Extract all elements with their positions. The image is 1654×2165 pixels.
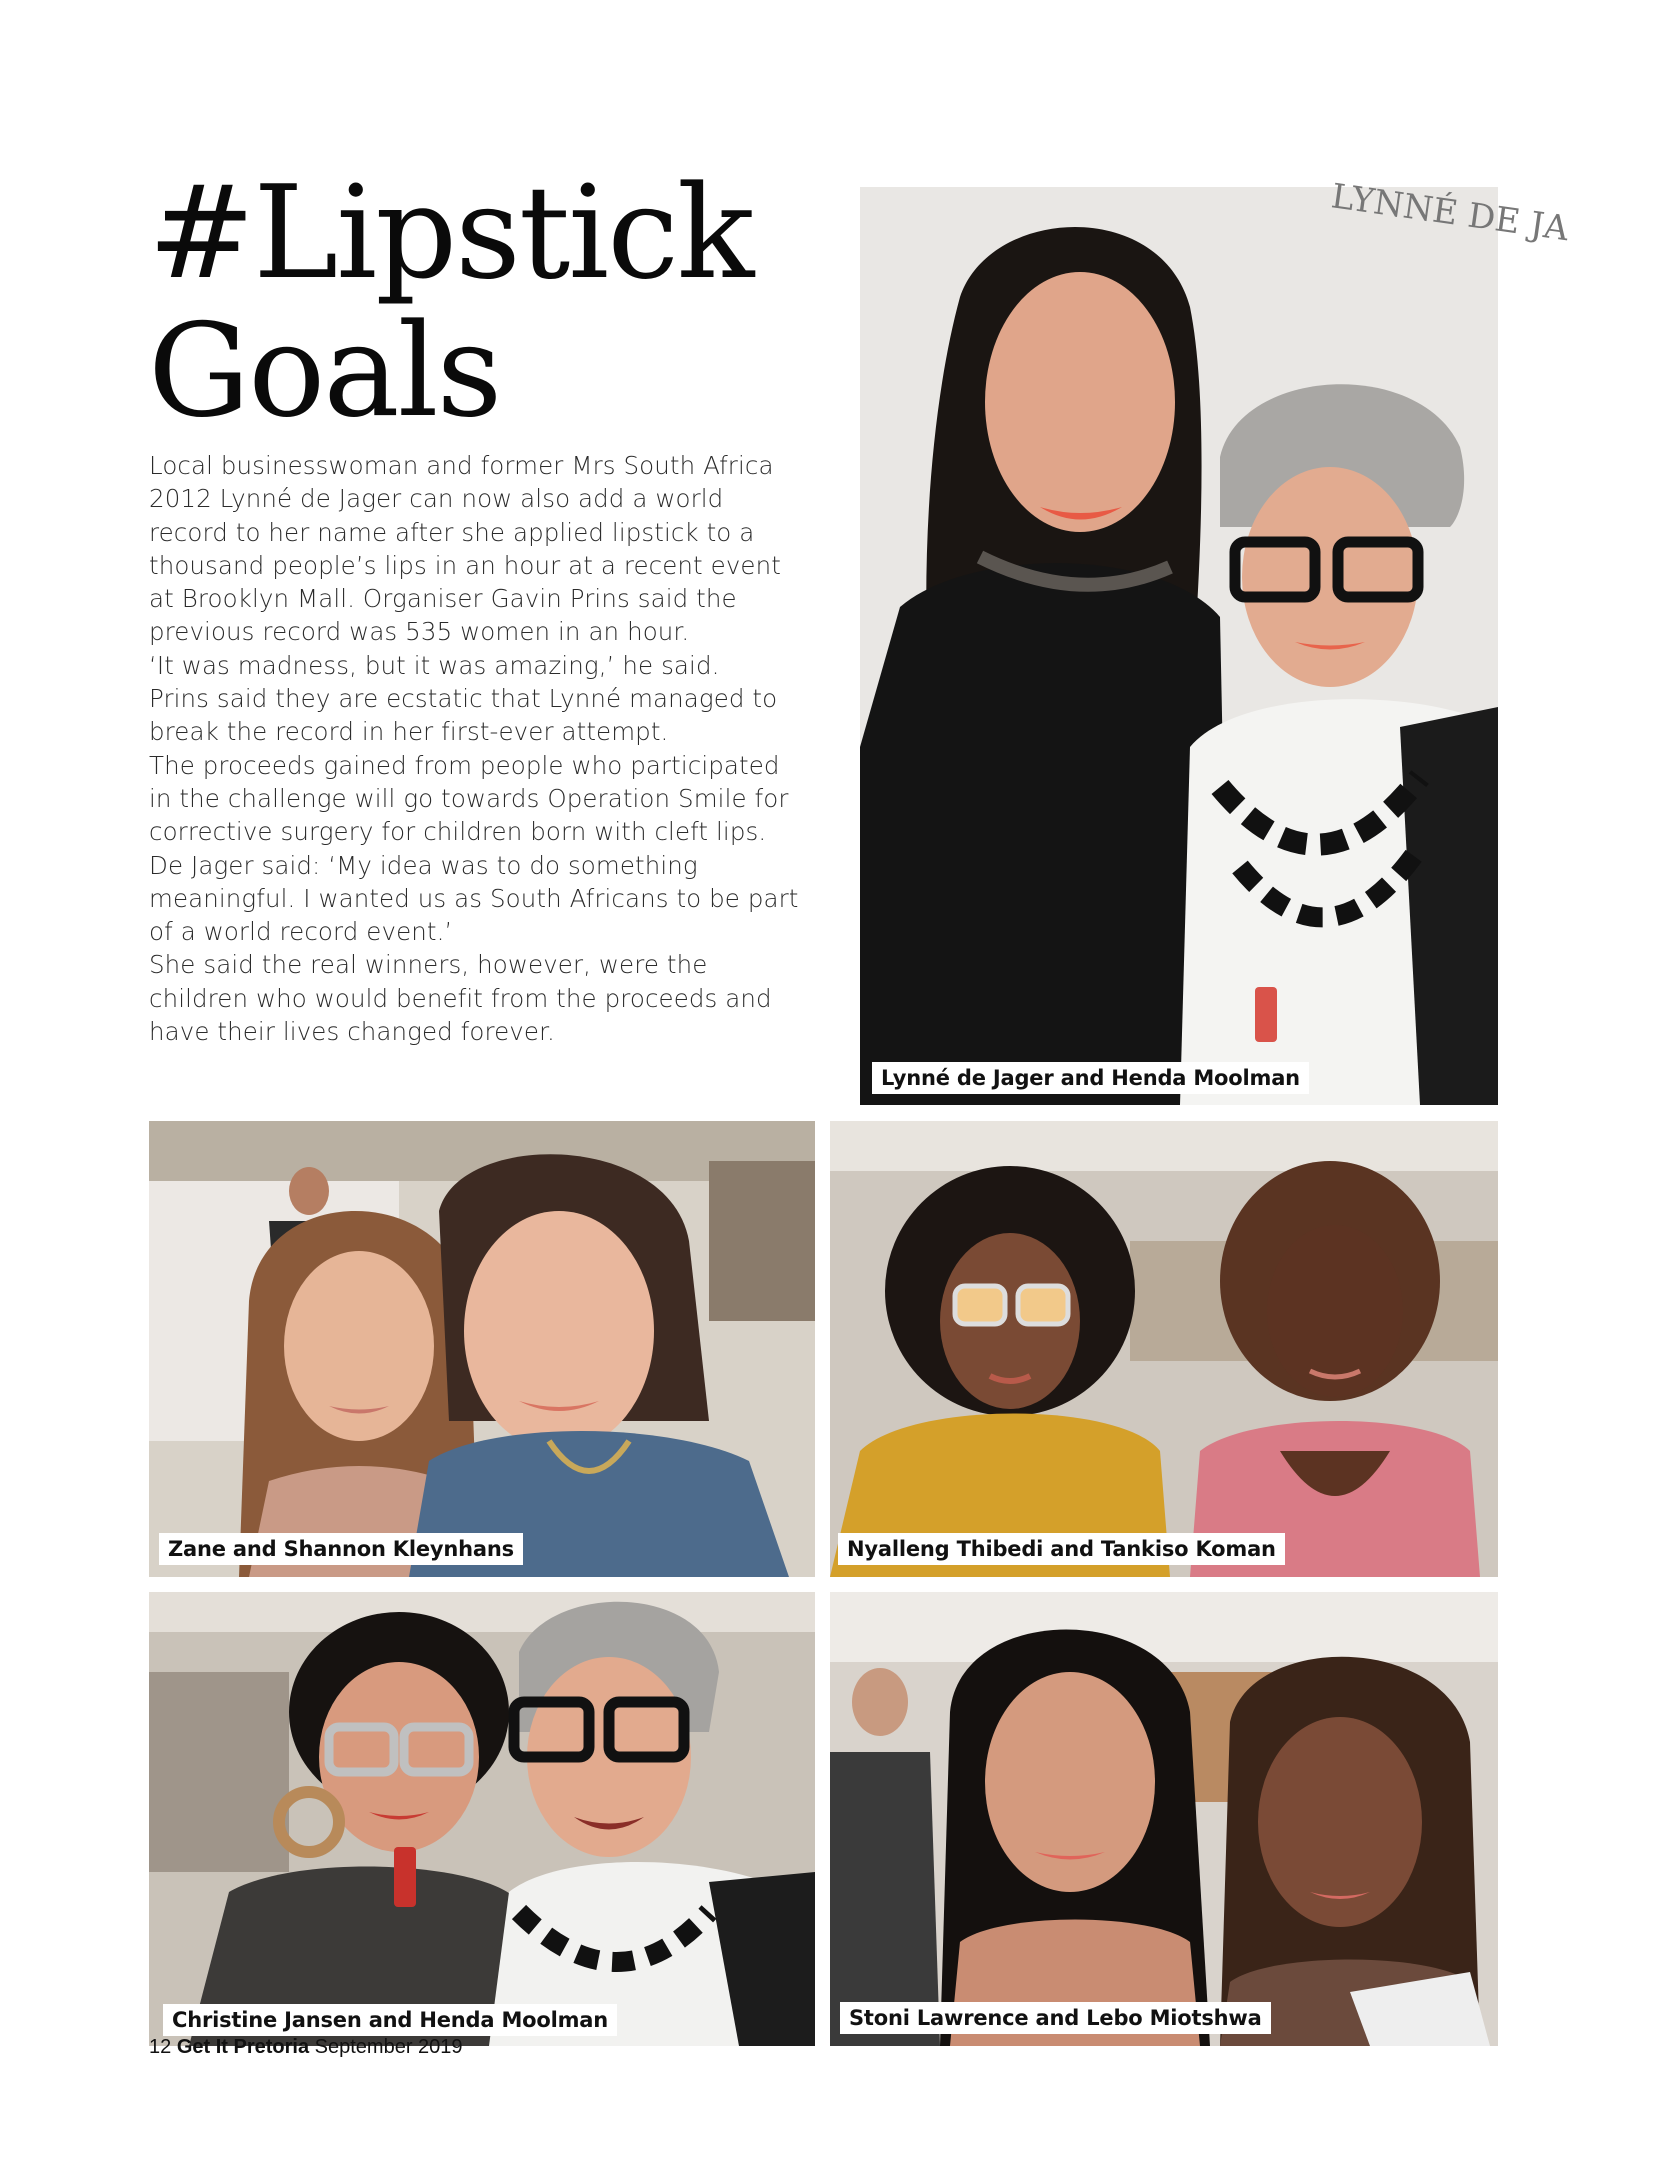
page-number: 12 [149, 2036, 172, 2058]
photo-2-image [149, 1121, 815, 1577]
article-paragraph: Local businesswoman and former Mrs South Africa 2012 Lynné de Jager can now also add a world record to her name after she applied lipstick to a thousand people’s lips in an hour at a recent event at Brooklyn Mall. Organiser Gavin Prins said the previous record was 535 women in an hour. [149, 451, 781, 647]
article-paragraph: The proceeds gained from people who participated in the challenge will go towards Operation Smile for corrective surgery for children born with cleft lips. [149, 750, 789, 847]
photo-3-caption: Nyalleng Thibedi and Tankiso Koman [838, 1533, 1285, 1565]
page-footer [149, 2036, 463, 2059]
headline-line-2: Goals [148, 297, 501, 446]
photo-main-image [860, 176, 1572, 1105]
photo-4 [149, 1592, 815, 2046]
article-paragraph: De Jager said: ‘My idea was to do something meaningful. I wanted us as South Africans to be part of a world record event.’ [149, 850, 799, 947]
photo-3 [830, 1121, 1498, 1577]
photo-5-caption: Stoni Lawrence and Lebo Miotshwa [840, 2002, 1271, 2034]
photo-2-caption: Zane and Shannon Kleynhans [159, 1533, 523, 1565]
article-paragraph: Prins said they are ecstatic that Lynné managed to break the record in her first-ever attempt. [149, 684, 778, 747]
article-paragraph: ‘It was madness, but it was amazing,’ he said. [149, 650, 720, 680]
photo-main-caption: Lynné de Jager and Henda Moolman [872, 1062, 1309, 1094]
photo-5-image [830, 1592, 1498, 2046]
photo-5 [830, 1592, 1498, 2046]
photo-4-caption: Christine Jansen and Henda Moolman [163, 2004, 617, 2036]
article-body [149, 449, 799, 1048]
headline-line-1: #Lipstick [148, 159, 753, 308]
photo-4-image [149, 1592, 815, 2046]
photo-main [860, 176, 1572, 1105]
backdrop-logo-text: LYNNÉ DE JA [1328, 176, 1572, 250]
article-paragraph: She said the real winners, however, were the children who would benefit from the proceeds and have their lives changed forever. [149, 950, 772, 1047]
issue-date: September 2019 [314, 2036, 463, 2058]
publication-name: Get It Pretoria [176, 2036, 310, 2058]
article-headline [148, 159, 848, 446]
photo-2 [149, 1121, 815, 1577]
photo-3-image [830, 1121, 1498, 1577]
